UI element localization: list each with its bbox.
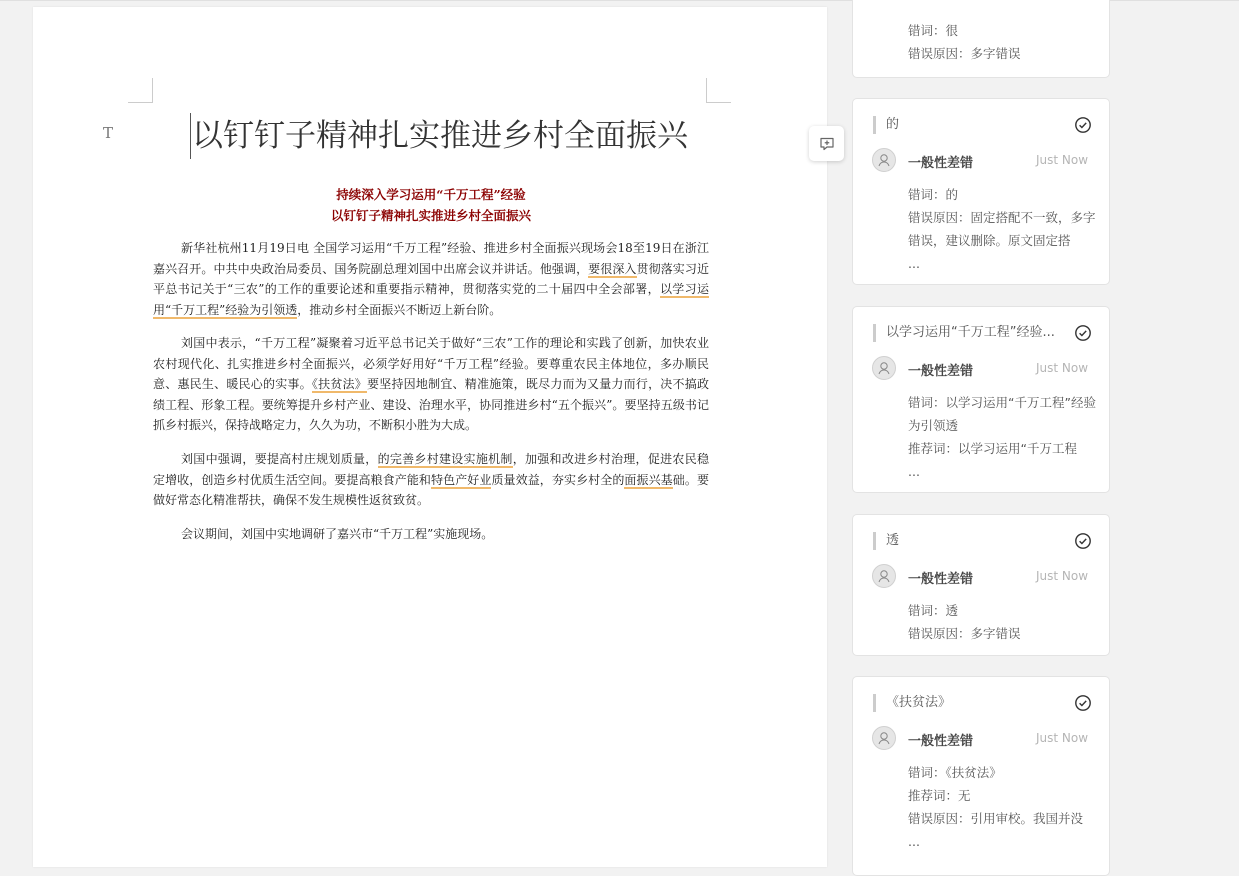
error-type: 一般性差错 (908, 572, 974, 587)
paragraph-text: ，推动乡村全面振兴不断迈上新台阶。 (297, 302, 502, 317)
error-type: 一般性差错 (908, 156, 974, 171)
card-details (908, 599, 1098, 645)
timestamp: Just Now (1036, 731, 1089, 745)
error-reason-line: 错误原因：多字错误 (908, 626, 1021, 641)
timestamp: Just Now (1036, 153, 1089, 167)
error-highlight[interactable]: 《扶贫法》 (311, 377, 367, 392)
error-highlight[interactable]: 特色产好业 (431, 472, 492, 487)
error-highlight[interactable]: 的完善乡村建设实施机制 (377, 452, 513, 466)
paragraph-text: 刘国中强调，要提高村庄规划质量， (181, 452, 378, 466)
card-word: 以学习运用“千万工程”经验... (873, 324, 1055, 342)
wrong-word-line: 错词：透 (908, 603, 959, 618)
text-type-icon[interactable]: T (103, 124, 114, 142)
add-comment-button[interactable] (809, 126, 844, 161)
paragraph-4[interactable]: 会议期间，刘国中实地调研了嘉兴市“千万工程”实施现场。 (181, 527, 494, 541)
page-margin-corner-left (128, 78, 153, 103)
paragraph-3[interactable] (153, 449, 709, 511)
reviewer-avatar-icon (872, 564, 896, 588)
wrong-word-line: 错词：以学习运用“千万工程”经验为引领透 (908, 395, 1096, 433)
card-details (908, 761, 1098, 853)
paragraph-text: 础。要做好常态化精准帮扶，确保不发生规模性返贫致贫。 (153, 472, 709, 508)
ellipsis[interactable]: ... (908, 464, 920, 479)
ellipsis[interactable]: ... (908, 256, 920, 271)
paragraph-2[interactable] (153, 333, 709, 436)
subtitle-line-2: 以钉钉子精神扎实推进乡村全面振兴 (330, 208, 531, 223)
document-title[interactable]: 以钉钉子精神扎实推进乡村全面振兴 (190, 113, 752, 159)
check-circle-icon[interactable] (1073, 693, 1093, 713)
ellipsis[interactable]: ... (908, 834, 920, 849)
paragraph-text: 刘国中表示，“千万工程”凝聚着习近平总书记关于做好“三农”工作的理论和实践了创新，加快农业农村现代化、扎实推进乡村全面振兴，必须学好用好“千万工程”经验。要尊重农民主体地位，多办顺民意、惠民生、暖民心的实事。 (153, 336, 709, 392)
timestamp: Just Now (1036, 569, 1089, 583)
review-card[interactable] (852, 676, 1110, 876)
reviewer-avatar-icon (872, 356, 896, 380)
check-circle-icon[interactable] (1073, 115, 1093, 135)
card-details (908, 19, 1098, 65)
add-comment-icon (819, 136, 835, 152)
timestamp: Just Now (1036, 361, 1089, 375)
paragraph-1[interactable] (153, 238, 709, 320)
paragraph-text: ，加强和改进乡村治理，促进农民稳定增收，创造乡村优质生活空间。要提高粮食产能和 (153, 452, 709, 487)
review-card[interactable] (852, 98, 1110, 285)
error-highlight[interactable]: 面振兴基 (624, 472, 673, 487)
card-details (908, 183, 1098, 275)
suggestion-line: 推荐词：无 (908, 788, 971, 803)
review-card[interactable] (852, 306, 1110, 493)
wrong-word-line: 错词：的 (908, 187, 959, 202)
page-margin-corner-right (706, 78, 731, 103)
reviewer-avatar-icon (872, 726, 896, 750)
error-type: 一般性差错 (908, 734, 974, 749)
suggestion-line: 推荐词：以学习运用“千万工程 (908, 441, 1077, 456)
subtitle-line-1: 持续深入学习运用“千万工程”经验 (336, 187, 526, 202)
reviewer-avatar-icon (872, 148, 896, 172)
wrong-word-line: 错词：《扶贫法》 (908, 765, 1002, 780)
paragraph-text: 质量效益，夯实乡村全的 (491, 472, 625, 487)
card-word: 透 (873, 532, 899, 550)
check-circle-icon[interactable] (1073, 531, 1093, 551)
error-reason-line: 错误原因：引用审校。我国并没 (908, 811, 1084, 826)
paragraph-text: 贯彻落实习近平总书记关于“三农”的工作的重要论述和重要指示精神，贯彻落实党的二十届四中全会部署， (153, 261, 709, 297)
review-card[interactable] (852, 514, 1110, 656)
review-card[interactable] (852, 0, 1110, 78)
error-reason-line: 错误原因：多字错误 (908, 46, 1021, 61)
document-page[interactable] (33, 7, 827, 867)
error-highlight[interactable]: 以学习运用“千万工程”经验为引领透 (153, 282, 709, 317)
error-highlight[interactable]: 要很深入 (588, 261, 637, 276)
check-circle-icon[interactable] (1073, 323, 1093, 343)
error-reason-line: 错误原因：固定搭配不一致，多字错误，建议删除。原文固定搭 (908, 210, 1096, 248)
paragraph-text: 新华社杭州11月19日电 全国学习运用“千万工程”经验、推进乡村全面振兴现场会18至19日在浙江嘉兴召开。中共中央政治局委员、国务院副总理刘国中出席会议并讲话。他强调， (153, 241, 709, 276)
card-details (908, 391, 1098, 483)
paragraph-text: 要坚持因地制宜、精准施策，既尽力而为又量力而行，决不搞政绩工程、形象工程。要统筹提升乡村产业、建设、治理水平，协同推进乡村“五个振兴”。要坚持五级书记抓乡村振兴，保持战略定力，久久为功，不断积小胜为大成。 (153, 377, 709, 433)
card-word: 的 (873, 116, 899, 134)
wrong-word-line: 错词：很 (908, 23, 959, 38)
error-type: 一般性差错 (908, 364, 974, 379)
card-word: 《扶贫法》 (873, 694, 951, 712)
